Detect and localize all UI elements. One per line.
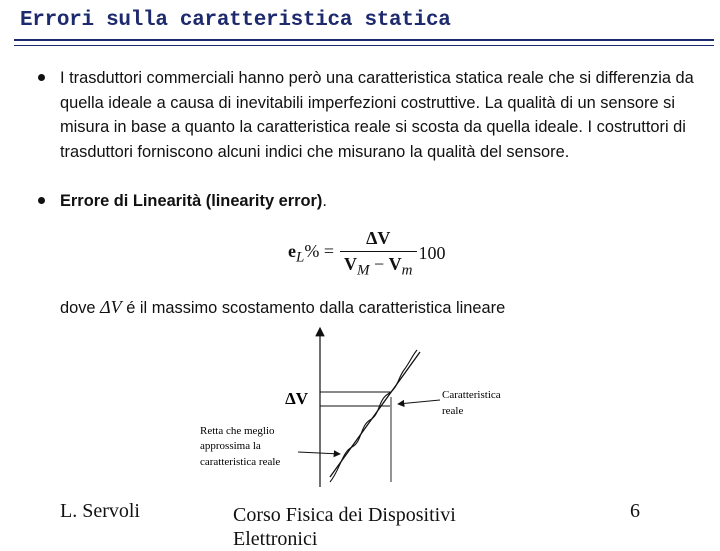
fit-label-line3: caratteristica reale [200, 456, 281, 468]
linearity-diagram [190, 322, 530, 487]
formula-vmin-sub: m [401, 262, 413, 279]
linearity-error-suffix: . [322, 192, 327, 210]
formula-vm: V [344, 254, 357, 274]
linearity-error-label: Errore di Linearità (linearity error) [60, 192, 323, 210]
delta-v-label: ΔV [285, 389, 308, 408]
linearity-error-heading [60, 189, 710, 214]
formula-fraction [340, 228, 417, 280]
paragraph-static-characteristic: I trasduttori commerciali hanno però una caratteristica statica reale che si differenzia da quella ideale a causa di inevitabili imperfezioni costruttive. La qualità di un sensore si misura in base a quanto la caratteristica reale si scosta da quella ideale. I costruttori di trasduttori forniscono alcuni indici che misurano la qualità del sensore. [60, 69, 694, 161]
formula-lhs [288, 241, 334, 267]
formula-e-sub: L [296, 249, 305, 266]
fit-label-line1: Retta che meglio [200, 425, 275, 437]
fit-label-arrow [298, 452, 340, 454]
delta-v-description [60, 297, 505, 318]
bullet-dot [38, 74, 45, 81]
desc-symbol: ΔV [100, 297, 122, 317]
formula-numerator: ΔV [366, 228, 391, 248]
page-title: Errori sulla caratteristica statica [20, 9, 451, 32]
formula-vmin: V [388, 254, 402, 274]
formula-minus: − [369, 254, 389, 274]
desc-prefix: dove [60, 299, 101, 317]
linearity-formula [288, 228, 446, 280]
real-label-arrow [398, 400, 440, 404]
footer-course: Corso Fisica dei Dispositivi [233, 504, 456, 526]
formula-denominator [340, 251, 417, 280]
fit-label-line2: approssima la [200, 440, 261, 452]
title-rule [14, 39, 714, 41]
footer-course-line2: Elettronici [233, 528, 318, 550]
real-label-line1: Caratteristica [442, 389, 501, 401]
title-rule-thin [14, 45, 714, 46]
footer-page-number: 6 [630, 500, 640, 522]
formula-vm-sub: M [357, 262, 370, 279]
real-label-line2: reale [442, 405, 464, 417]
bullet-dot [38, 197, 45, 204]
footer-author: L. Servoli [60, 500, 140, 522]
formula-factor: 100 [418, 243, 446, 264]
formula-percent-equals: % = [304, 241, 334, 261]
formula-e: e [288, 241, 296, 261]
desc-suffix: é il massimo scostamento dalla caratteristica lineare [121, 299, 506, 317]
